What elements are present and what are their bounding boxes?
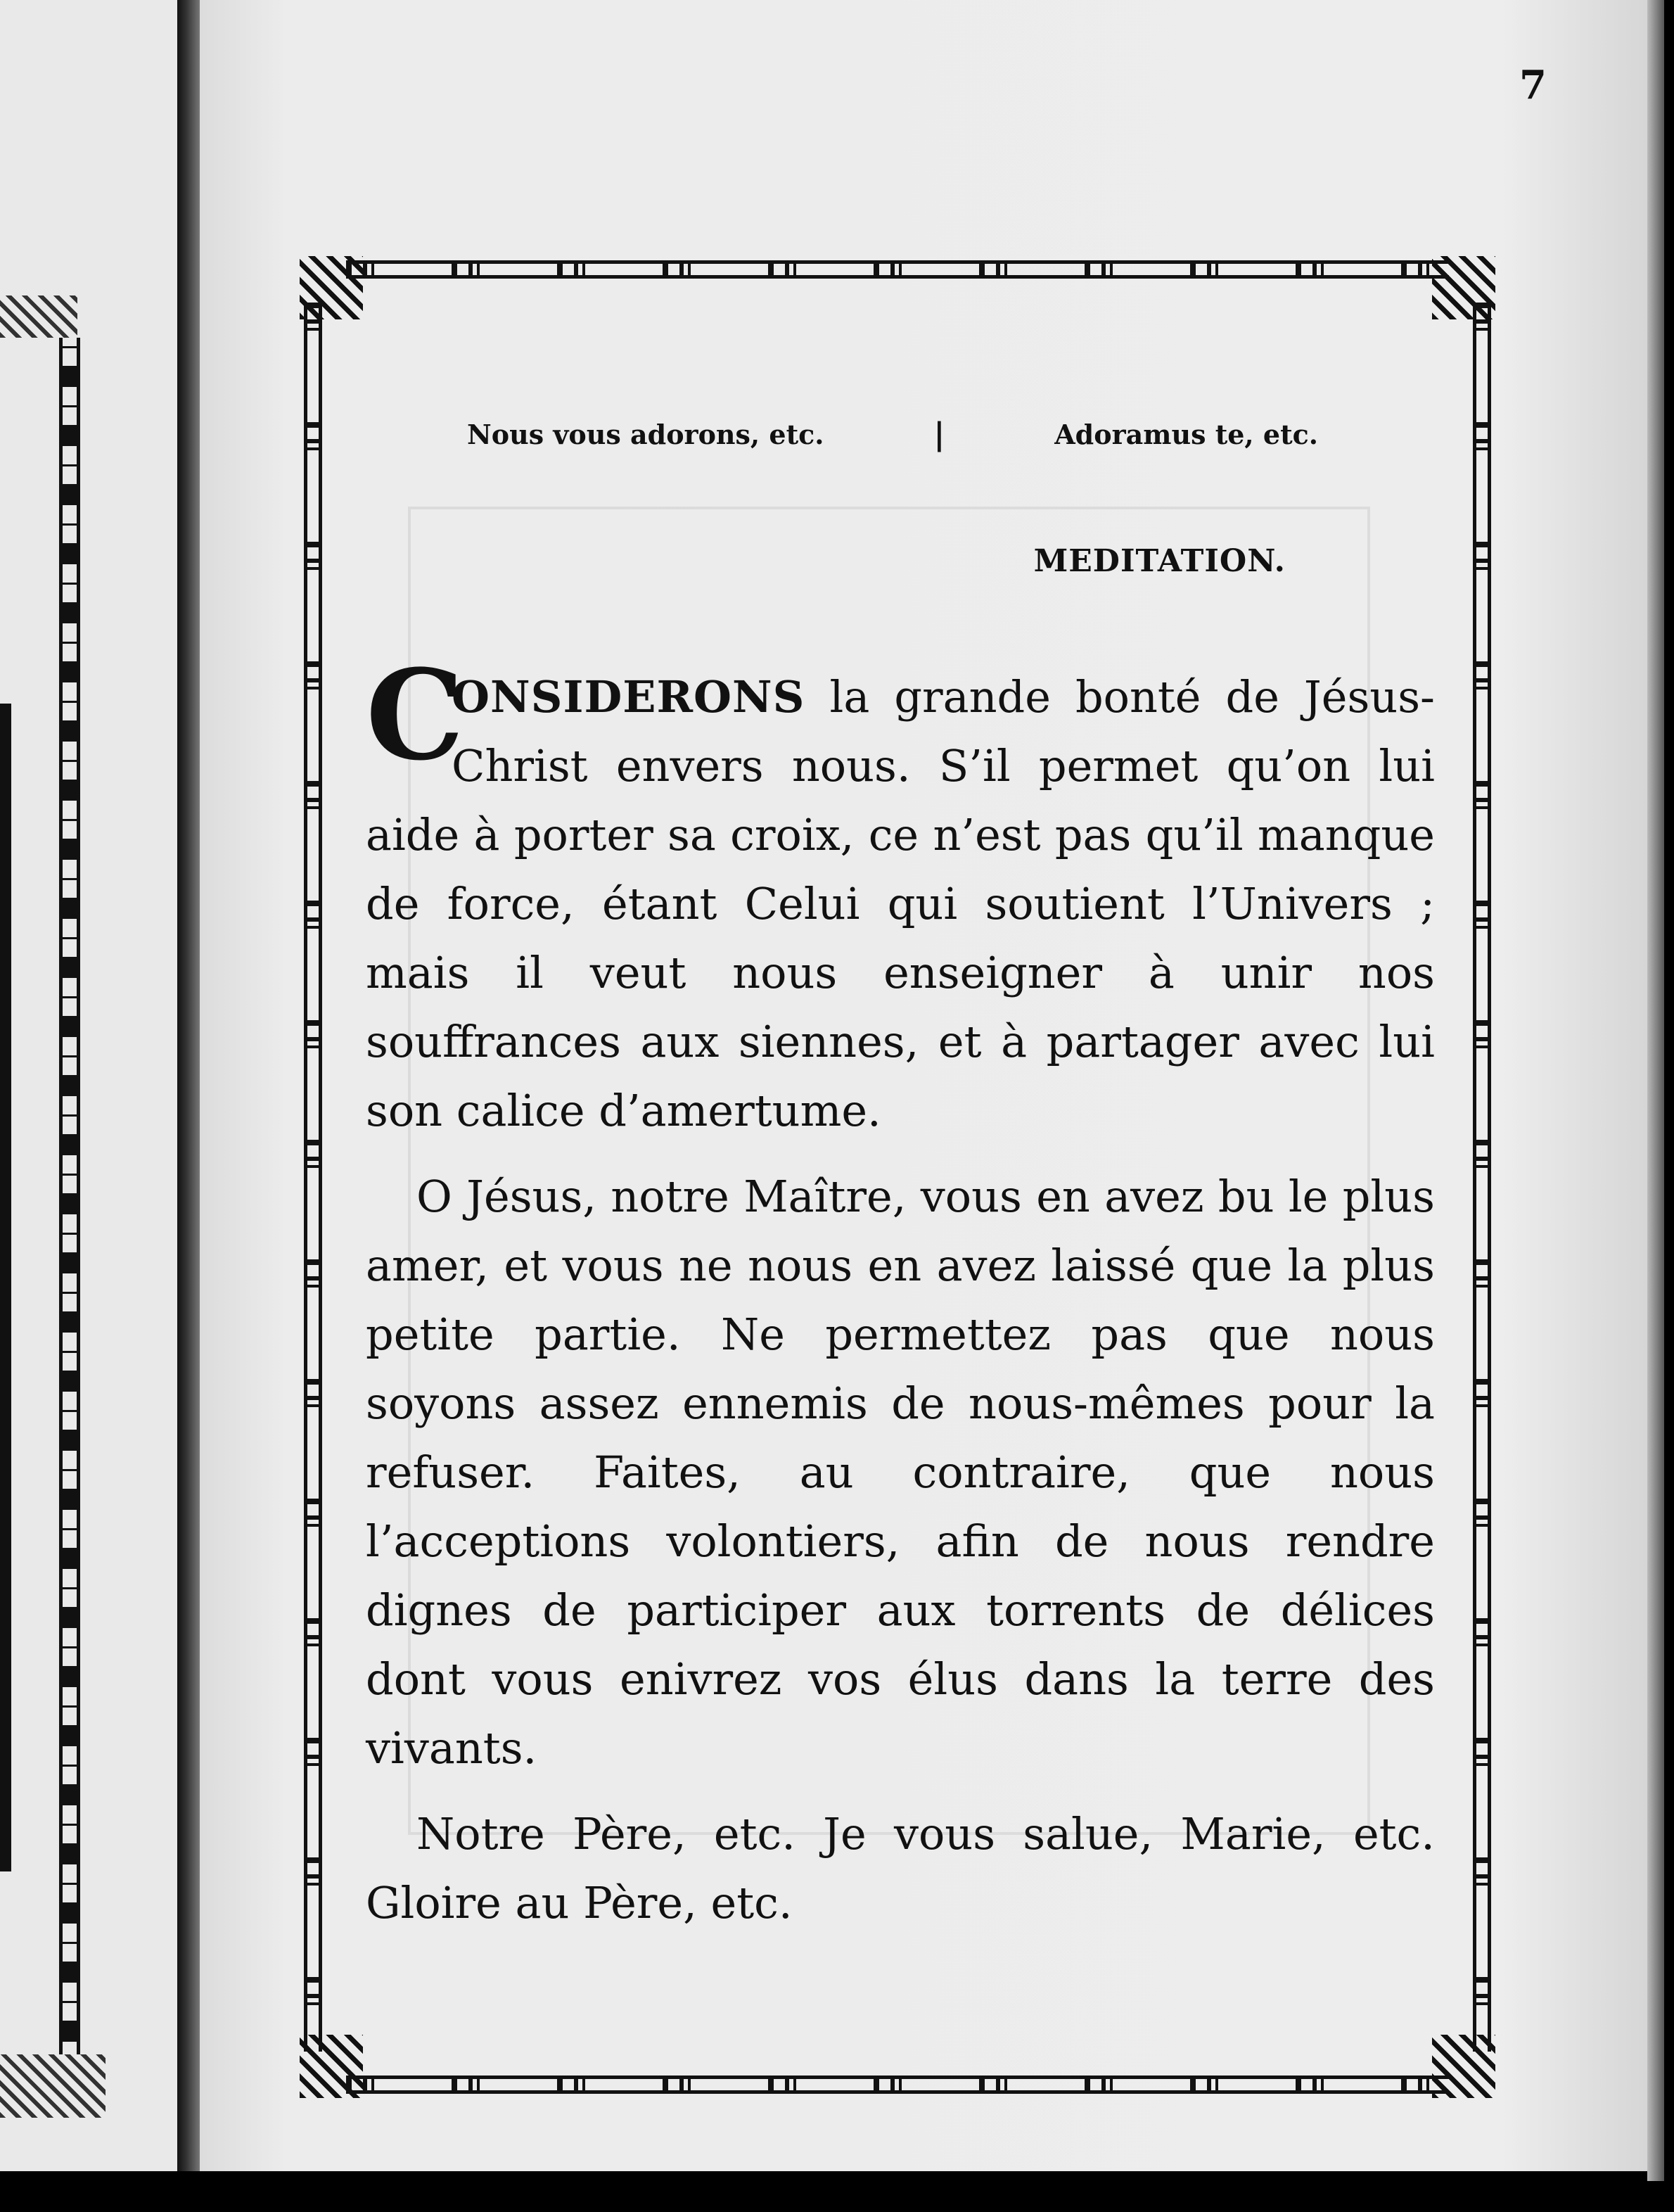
frame-bottom-border [346,2076,1449,2094]
previous-page-rule [0,704,11,1871]
meditation-text [366,642,1435,1954]
previous-page-edge [0,0,177,2171]
header-french: Nous vous adorons, etc. [467,419,824,450]
book-gutter [177,0,200,2171]
previous-page-border-corner [0,295,77,338]
page-number: 7 [1519,62,1547,108]
opening-word: ONSIDERONS [452,671,805,723]
frame-corner-ornament [1432,2035,1495,2098]
paragraph-text: O Jésus, notre Maître, vous en avez bu le plus amer, et vous ne nous en avez laissé que la plus petite partie. Ne permettez pas que nous soyons assez ennemis de nous-mêmes pour la refuser. Faites, au contraire, que nous l’acceptions volontiers, afin de nous rendre dignes de participer aux torrents de délices dont vous enivrez vos élus dans la terre des vivants. [366,1171,1435,1774]
previous-page-border-corner-bottom [0,2054,106,2118]
frame-corner-ornament [1432,256,1495,319]
heading-text: MEDITATION. [1033,543,1286,579]
paragraph [366,1162,1435,1783]
section-heading [0,543,1674,579]
paragraph [366,1800,1435,1938]
frame-corner-ornament [300,2035,363,2098]
drop-cap: C [366,642,465,788]
frame-corner-ornament [300,256,363,319]
running-header [467,417,1318,452]
page-edge [1647,0,1664,2181]
header-latin: Adoramus te, etc. [1054,419,1318,450]
paragraph [366,642,1435,1145]
paragraph-text: la grande bonté de Jésus-Christ envers nous. S’il permet qu’on lui aide à porter sa croix, ce n’est pas qu’il manque de force, étant Celui qui soutient l’Univers ; mais il veut nous enseigner à unir nos souffrances aux siennes, et à partager avec lui son calice d’amertume. [366,671,1435,1136]
frame-top-border [346,260,1449,279]
previous-page-border [59,338,80,2054]
header-separator: | [933,417,945,452]
closing-prayers: Notre Père, etc. Je vous salue, Marie, etc. Gloire au Père, etc. [366,1808,1435,1928]
